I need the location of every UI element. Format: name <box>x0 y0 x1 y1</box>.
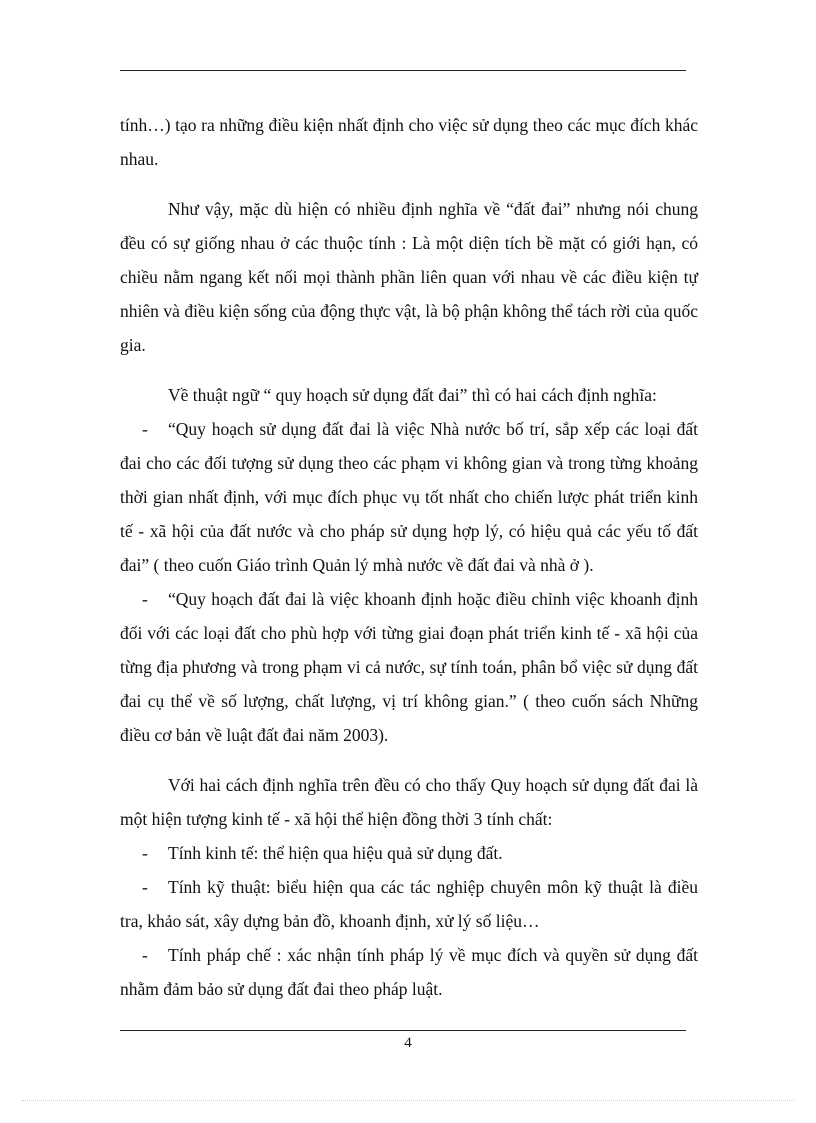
bullet-technical-property <box>120 870 698 938</box>
page-edge-divider <box>22 1100 794 1101</box>
bullet-economic-property <box>120 836 698 870</box>
bullet-text: Tính pháp chế : xác nhận tính pháp lý về mục đích và quyền sử dụng đất nhằm đảm bảo sử dụng đất đai theo pháp luật. <box>120 945 698 999</box>
bullet-definition-2 <box>120 582 698 752</box>
document-body <box>120 108 698 1006</box>
footer-rule <box>120 1030 686 1031</box>
bullet-definition-1 <box>120 412 698 582</box>
bullet-legal-property <box>120 938 698 1006</box>
bullet-dash: - <box>142 877 148 897</box>
bullet-text: “Quy hoạch sử dụng đất đai là việc Nhà nước bố trí, sắp xếp các loại đất đai cho các đối tượng sử dụng theo các phạm vi không gian và trong từng khoảng thời gian nhất định, với mục đích phục vụ tốt nhất cho chiến lược phát triển kinh tế - xã hội của đất nước và cho pháp sử dụng hợp lý, có hiệu quả các yếu tố đất đai” ( theo cuốn Giáo trình Quản lý mhà nước về đất đai và nhà ở ). <box>120 419 698 575</box>
page-number: 4 <box>404 1035 412 1051</box>
bullet-dash: - <box>142 589 148 609</box>
bullet-dash: - <box>142 843 148 863</box>
bullet-text: Tính kinh tế: thể hiện qua hiệu quả sử dụng đất. <box>168 843 503 863</box>
bullet-dash: - <box>142 419 148 439</box>
bullet-dash: - <box>142 945 148 965</box>
bullet-text: “Quy hoạch đất đai là việc khoanh định hoặc điều chỉnh việc khoanh định đối với các loại đất cho phù hợp với từng giai đoạn phát triển kinh tế - xã hội của từng địa phương và trong phạm vi cả nước, sự tính toán, phân bổ việc sử dụng đất đai cụ thể về số lượng, chất lượng, vị trí không gian.” ( theo cuốn sách Những điều cơ bản về luật đất đai năm 2003). <box>120 589 698 745</box>
paragraph-continuation: tính…) tạo ra những điều kiện nhất định cho việc sử dụng theo các mục đích khác nhau. <box>120 115 698 169</box>
bullet-text: Tính kỹ thuật: biểu hiện qua các tác nghiệp chuyên môn kỹ thuật là điều tra, khảo sát, xây dựng bản đồ, khoanh định, xử lý số liệu… <box>120 877 698 931</box>
header-rule <box>120 70 686 71</box>
paragraph-three-properties: Với hai cách định nghĩa trên đều có cho thấy Quy hoạch sử dụng đất đai là một hiện tượng kinh tế - xã hội thể hiện đồng thời 3 tính chất: <box>120 775 698 829</box>
paragraph-land-definition-summary: Như vậy, mặc dù hiện có nhiều định nghĩa về “đất đai” nhưng nói chung đều có sự giống nhau ở các thuộc tính : Là một diện tích bề mặt có giới hạn, có chiều nằm ngang kết nối mọi thành phần liên quan với nhau về các điều kiện tự nhiên và điều kiện sống của động thực vật, là bộ phận không thể tách rời của quốc gia. <box>120 199 698 355</box>
paragraph-term-intro: Về thuật ngữ “ quy hoạch sử dụng đất đai” thì có hai cách định nghĩa: <box>168 385 657 405</box>
